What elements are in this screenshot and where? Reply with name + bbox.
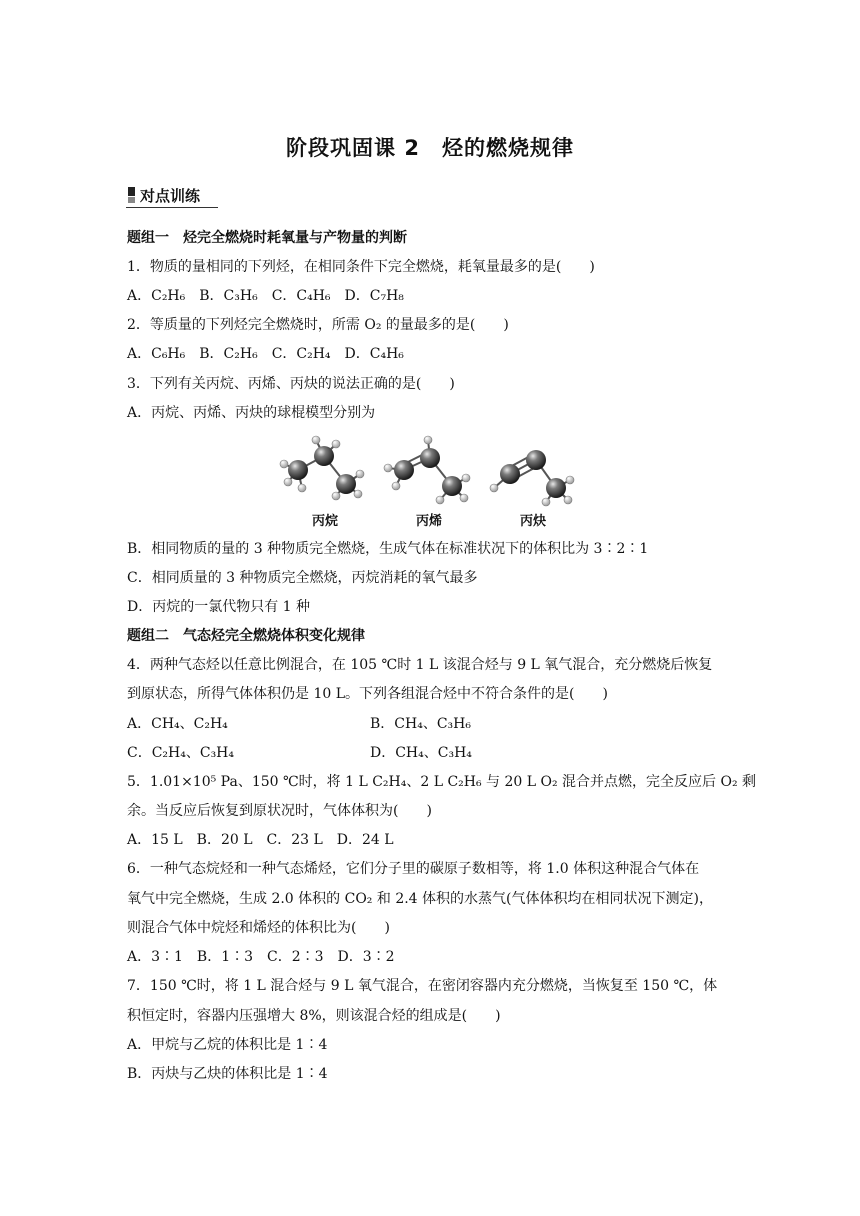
propene-model [384,436,470,504]
question-3-option-a: A．丙烷、丙烯、丙炔的球棍模型分别为 [127,405,376,421]
figure-label-propene: 丙烯 [416,514,443,529]
question-5-options: A．15 L B．20 L C．23 L D．24 L [127,832,394,848]
question-5-line-1: 5．1.01×10⁵ Pa、150 ℃时，将 1 L C₂H₄、2 L C₂H₆ 与 20 L O₂ 混合并点燃，完全反应后 O₂ 剩 [127,774,757,790]
question-6-line-1: 6．一种气态烷烃和一种气态烯烃，它们分子里的碳原子数相等，将 1.0 体积这种混合气体在 [127,861,700,877]
question-5-line-2: 余。当反应后恢复到原状况时，气体体积为( ) [127,803,432,819]
page-title: 阶段巩固课 2 烃的燃烧规律 [286,136,574,160]
question-1-options: A．C₂H₆ B．C₃H₆ C．C₄H₆ D．C₇H₈ [127,288,404,304]
propyne-model [490,450,574,506]
question-3-option-c: C．相同质量的 3 种物质完全燃烧，丙烷消耗的氧气最多 [127,570,478,586]
question-6-options: A．3∶1 B．1∶3 C．2∶3 D．3∶2 [127,949,395,965]
question-4-option-c: C．C₂H₄、C₃H₄ [127,745,235,761]
question-1: 1．物质的量相同的下列烃，在相同条件下完全燃烧，耗氧量最多的是( ) [127,259,595,275]
question-7-option-a: A．甲烷与乙烷的体积比是 1∶4 [127,1037,328,1053]
question-7-option-b: B．丙炔与乙炔的体积比是 1∶4 [127,1066,328,1082]
question-6-line-2: 氧气中完全燃烧，生成 2.0 体积的 CO₂ 和 2.4 体积的水蒸气(气体体积均在相同状况下测定)， [127,891,713,907]
question-4-line-2: 到原状态，所得气体体积仍是 10 L。下列各组混合烃中不符合条件的是( ) [127,686,608,702]
question-2: 2．等质量的下列烃完全燃烧时，所需 O₂ 的量最多的是( ) [127,317,509,333]
question-4-option-d: D．CH₄、C₃H₄ [370,745,472,761]
question-4-option-b: B．CH₄、C₃H₆ [370,716,471,732]
question-2-options: A．C₆H₆ B．C₂H₆ C．C₂H₄ D．C₄H₆ [127,346,404,362]
question-4-line-1: 4．两种气态烃以任意比例混合，在 105 ℃时 1 L 该混合烃与 9 L 氧气混合，充分燃烧后恢复 [127,657,713,673]
question-6-line-3: 则混合气体中烷烃和烯烃的体积比为( ) [127,920,390,936]
question-4-option-a: A．CH₄、C₂H₄ [127,716,228,732]
group-heading-1: 题组一 烃完全燃烧时耗氧量与产物量的判断 [127,230,407,246]
section-marker-icon [128,187,135,203]
figure-label-propane: 丙烷 [312,514,339,529]
question-7-line-1: 7．150 ℃时，将 1 L 混合烃与 9 L 氧气混合，在密闭容器内充分燃烧，当恢复至 150 ℃，体 [127,978,718,994]
question-3: 3．下列有关丙烷、丙烯、丙炔的说法正确的是( ) [127,376,455,392]
propane-model [280,436,364,500]
question-3-option-d: D．丙烷的一氯代物只有 1 种 [127,599,311,615]
question-3-option-b: B．相同物质的量的 3 种物质完全燃烧，生成气体在标准状况下的体积比为 3∶2∶1 [127,541,649,557]
section-header [126,185,218,208]
question-7-line-2: 积恒定时，容器内压强增大 8%，则该混合烃的组成是( ) [127,1008,501,1024]
figure-label-propyne: 丙炔 [520,514,547,529]
group-heading-2: 题组二 气态烃完全燃烧体积变化规律 [127,628,365,644]
section-title: 对点训练 [140,187,201,205]
